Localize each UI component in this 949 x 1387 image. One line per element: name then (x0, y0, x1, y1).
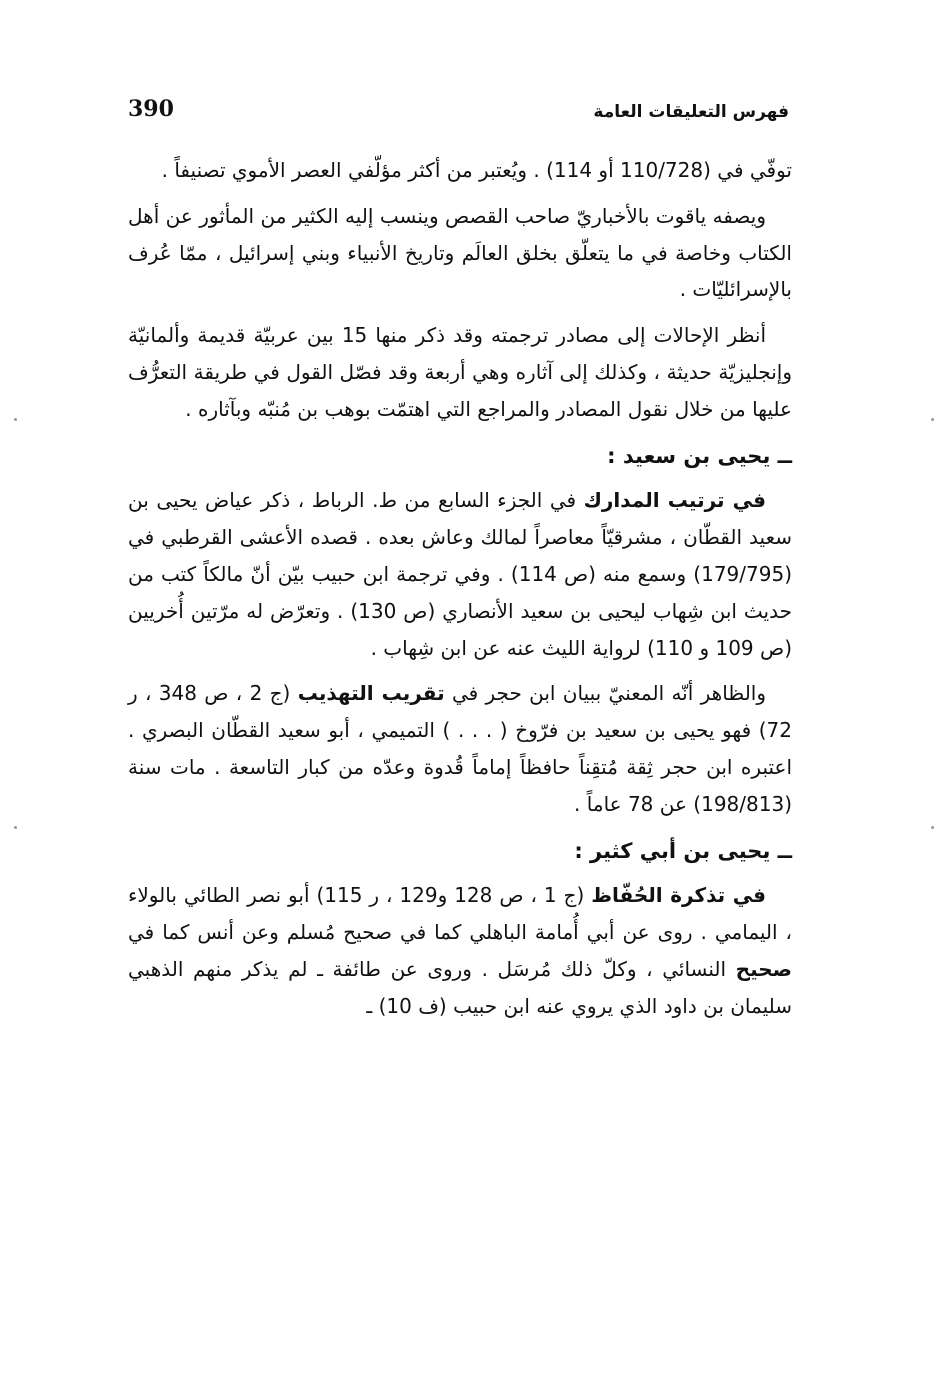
paragraph-4-text: في الجزء السابع من ط. الرباط ، ذكر عياض يحيى بن سعيد القطّان ، مشرقيّاً معاصراً لمالك وعاش بعده . قصده الأعشى القرطبي في (179/795) وسمع منه (ص 114) . وفي ترجمة ابن حبيب بيّن أنّ مالكاً كتب من حديث ابن شِهاب ليحيى بن سعيد الأنصاري (ص 130) . وتعرّض له مرّتين أُخريين (ص 109 و 110) لرواية الليث عنه عن ابن شِهاب . (128, 488, 792, 660)
running-head (128, 96, 789, 132)
book-title: تقريب التهذيب (297, 681, 445, 706)
scan-speck (931, 826, 934, 829)
scan-speck (14, 826, 17, 829)
scan-speck (14, 418, 17, 421)
entry-heading-yahya-ibn-abi-kathir: ــ يحيى بن أبي كثير : (574, 838, 792, 863)
paragraph-6-end: النسائي ، وكلّ ذلك مُرسَل . وروى عن طائفة ـ لم يذكر منهم الذهبي سليمان بن داود الذي يروي عنه ابن حبيب (ف 10) ـ (128, 956, 792, 1018)
entry-heading-yahya-ibn-said: ــ يحيى بن سعيد : (607, 443, 792, 468)
book-title: في تذكرة الحُفّاظ (591, 883, 767, 908)
body-text (128, 152, 792, 1034)
paragraph-3: أنظر الإحالات إلى مصادر ترجمته وقد ذكر منها 15 بين عربيّة قديمة وألمانيّة وإنجليزيّة حديثة ، وكذلك إلى آثاره وهي أربعة وقد فصّل القول في طريقة التعرُّف عليها من خلال نقول المصادر والمراجع التي اهتمّت بوهب بن مُنبّه وبآثاره . (128, 323, 792, 421)
book-title: صحيح (735, 956, 792, 981)
section-title: فهرس التعليقات العامة (593, 102, 789, 122)
paragraph-5 (128, 675, 792, 822)
paragraph-5-start: والظاهر أنّه المعنيّ ببيان ابن حجر في (444, 681, 767, 706)
page-number: 390 (128, 96, 174, 122)
book-title: في ترتيب المدارك (583, 488, 766, 513)
paragraph-1: توفّي في (110/728 أو 114) . ويُعتبر من أكثر مؤلّفي العصر الأموي تصنيفاً . (161, 158, 792, 182)
paragraph-2: ويصفه ياقوت بالأخباريّ صاحب القصص وينسب إليه الكثير من المأثور عن أهل الكتاب وخاصة في ما يتعلّق بخلق العالَم وتاريخ الأنبياء وبني إسرائيل ، ممّا عُرف بالإسرائليّات . (128, 203, 792, 302)
scan-speck (931, 418, 934, 421)
paragraph-6 (128, 877, 792, 1024)
paragraph-5-text: (ج 2 ، ص 348 ، ر 72) فهو يحيى بن سعيد بن فرّوخ ( . . . ) التميمي ، أبو سعيد القطّان البصري . اعتبره ابن حجر ثِقة مُتقِناً حافظاً إماماً قُدوة وعدّه من كبار التاسعة . مات سنة (198/813) عن 78 عاماً . (128, 681, 792, 816)
paragraph-4 (128, 482, 792, 666)
paragraph-6-text: (ج 1 ، ص 128 و129 ، ر 115) أبو نصر الطائي بالولاء ، اليمامي . روى عن أبي أُمامة الباهلي كما في صحيح مُسلم وعن أنس كما في (128, 883, 792, 945)
